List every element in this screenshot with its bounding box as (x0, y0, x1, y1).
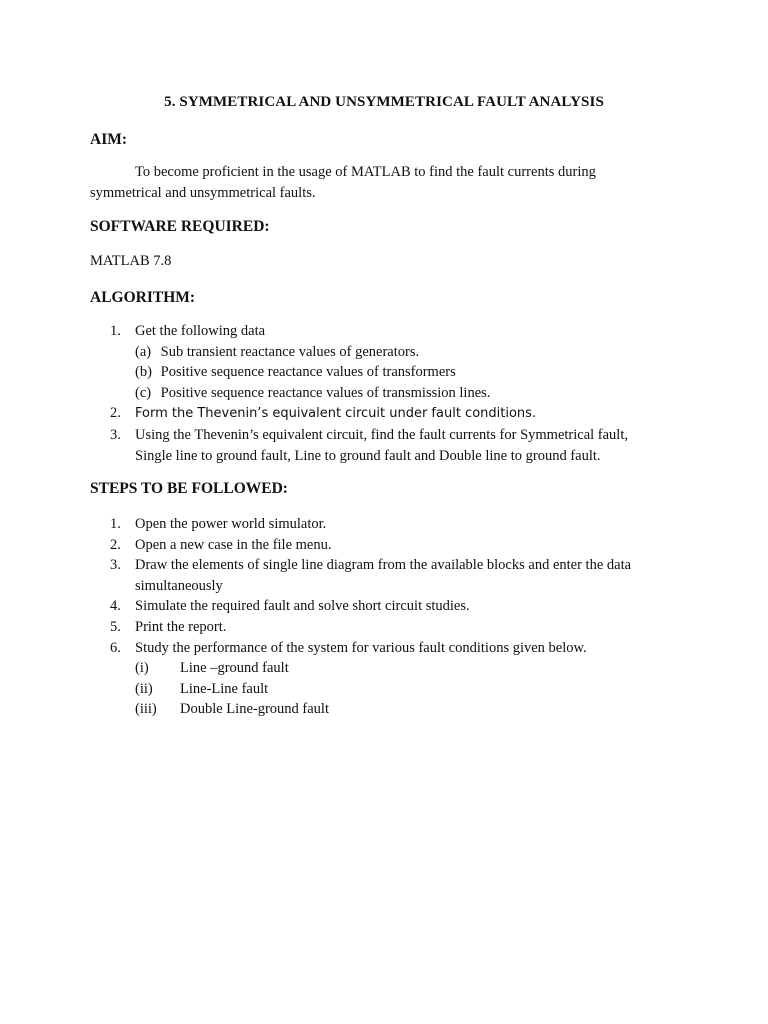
list-item: 2. Form the Thevenin’s equivalent circuit under fault conditions. (110, 405, 537, 422)
list-item: 4. Simulate the required fault and solve short circuit studies. (110, 598, 470, 615)
steps-heading: STEPS TO BE FOLLOWED: (90, 480, 288, 497)
steps-list (110, 514, 670, 720)
document-title: 5. SYMMETRICAL AND UNSYMMETRICAL FAULT ANALYSIS (164, 94, 604, 110)
algorithm-list (110, 321, 670, 466)
list-item-continuation: simultaneously (135, 577, 223, 594)
fault-item: (ii) Line-Line fault (135, 680, 269, 697)
algorithm-heading: ALGORITHM: (90, 289, 196, 306)
fault-item: (iii) Double Line-ground fault (135, 701, 329, 718)
list-item: 1. Open the power world simulator. (110, 516, 327, 532)
list-item: 5. Print the report. (110, 618, 227, 635)
list-item: 6. Study the performance of the system for various fault conditions given below. (110, 639, 587, 656)
list-item-continuation: Single line to ground fault, Line to ground fault and Double line to ground fault. (135, 447, 601, 464)
aim-line-2: symmetrical and unsymmetrical faults. (90, 185, 316, 201)
list-item: 3. Using the Thevenin’s equivalent circuit, find the fault currents for Symmetrical fault, (110, 426, 628, 443)
software-value: MATLAB 7.8 (90, 253, 172, 269)
aim-heading: AIM: (90, 131, 128, 148)
aim-line-1: To become proficient in the usage of MATLAB to find the fault currents during (135, 164, 596, 180)
sub-item: (c) Positive sequence reactance values of transmission lines. (135, 384, 491, 401)
list-item: 3. Draw the elements of single line diagram from the available blocks and enter the data (110, 557, 632, 574)
list-item: 2. Open a new case in the file menu. (110, 536, 332, 553)
software-heading: SOFTWARE REQUIRED: (90, 218, 270, 235)
fault-item: (i) Line –ground fault (135, 660, 289, 677)
sub-item: (a) Sub transient reactance values of generators. (135, 343, 420, 360)
sub-item: (b) Positive sequence reactance values of transformers (135, 364, 456, 381)
aim-paragraph (90, 162, 680, 204)
list-item: 1. Get the following data (110, 323, 266, 339)
